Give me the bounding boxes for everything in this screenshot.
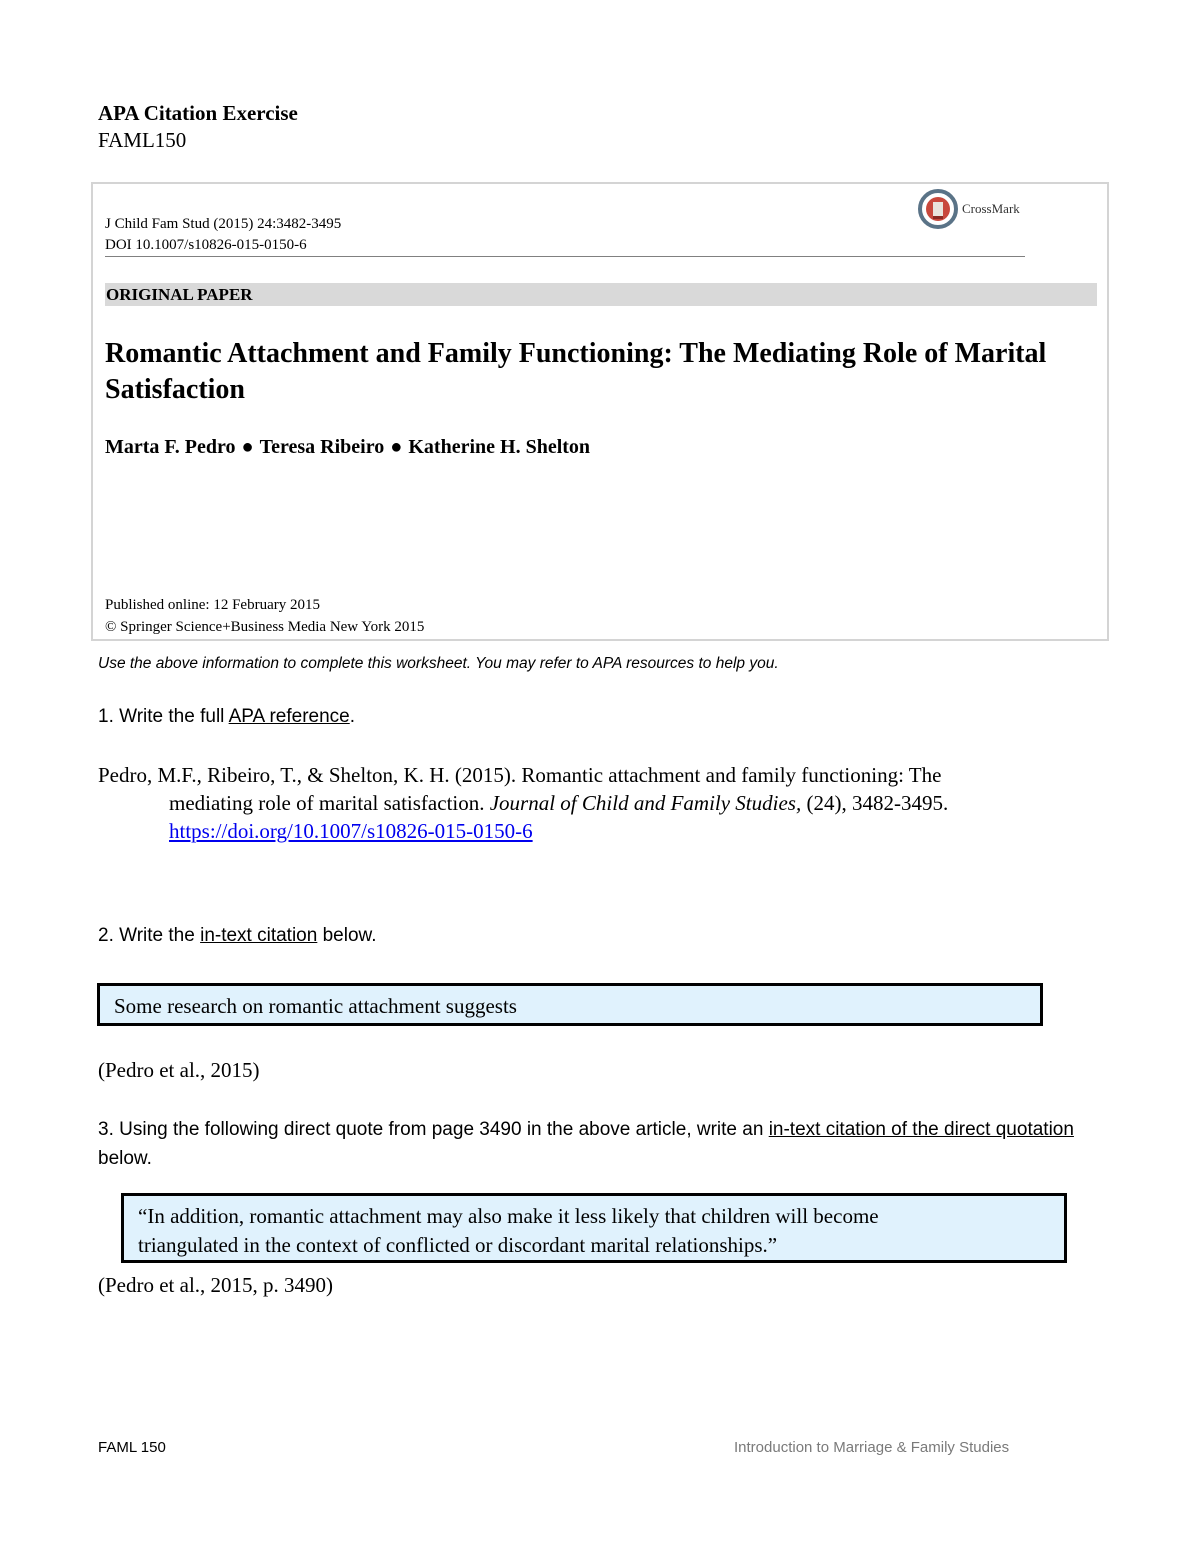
author-name: Teresa Ribeiro [259,436,385,458]
question-text: Write the full [113,706,229,727]
question-suffix: below. [317,925,377,946]
question-keyword: APA reference [228,706,350,727]
reference-title-text: mediating role of marital satisfaction. [169,791,490,815]
question-number: 1. [98,706,114,727]
journal-citation-line: J Child Fam Stud (2015) 24:3482-3495 [105,216,342,232]
author-list [105,436,590,459]
reference-line-1: Pedro, M.F., Ribeiro, T., & Shelton, K. H. (2015). Romantic attachment and family functioning: The [98,763,942,787]
question-keyword: in-text citation of the direct quotation [768,1119,1074,1140]
published-date: Published online: 12 February 2015 [105,597,320,613]
answer-apa-reference[interactable] [98,761,1068,845]
divider [105,256,1025,257]
question-1 [98,706,355,728]
crossmark-label: CrossMark [962,201,1020,216]
question-2 [98,925,376,947]
question-keyword: in-text citation [200,925,318,946]
author-separator: ● [390,436,403,458]
crossmark-badge [918,189,1020,229]
footer-course-title: Introduction to Marriage & Family Studies [734,1439,1010,1456]
copyright-line: © Springer Science+Business Media New York 2015 [105,619,425,635]
instructions: Use the above information to complete this worksheet. You may refer to APA resources to help you. [98,655,779,672]
quote-line-2: triangulated in the context of conflicted or discordant marital relationships.” [138,1233,778,1257]
question-text: Using the following direct quote from page 3490 in the above article, write an [113,1119,769,1140]
article-title: Romantic Attachment and Family Functioning: The Mediating Role of Marital Satisfaction [105,338,1047,405]
journal-name: Journal of Child and Family Studies, [489,791,802,815]
question-number: 2. [98,925,114,946]
course-code: FAML150 [98,128,187,152]
doi-line: DOI 10.1007/s10826-015-0150-6 [105,237,307,253]
reference-line-2 [98,789,1068,817]
sentence-box: Some research on romantic attachment suggests [97,983,1043,1026]
quote-box [121,1193,1067,1263]
question-suffix: below. [98,1148,152,1169]
question-3 [98,1115,1088,1173]
quote-line-1: “In addition, romantic attachment may also make it less likely that children will become [138,1204,879,1228]
worksheet-title: APA Citation Exercise [98,101,298,125]
author-name: Katherine H. Shelton [408,436,591,458]
reference-volume-pages: (24), 3482-3495. [801,791,949,815]
question-text: Write the [113,925,201,946]
author-name: Marta F. Pedro [105,436,236,458]
reference-line-3 [98,817,1068,845]
question-suffix: . [349,706,356,727]
answer-in-text-citation[interactable]: (Pedro et al., 2015) [98,1058,260,1082]
footer-course: FAML 150 [98,1439,166,1456]
doi-link[interactable]: https://doi.org/10.1007/s10826-015-0150-6 [169,819,533,843]
answer-quote-citation[interactable]: (Pedro et al., 2015, p. 3490) [98,1273,334,1297]
section-bar [105,283,1097,306]
question-number: 3. [98,1119,114,1140]
crossmark-icon [918,189,958,229]
author-separator: ● [241,436,254,458]
section-label: ORIGINAL PAPER [106,285,253,304]
